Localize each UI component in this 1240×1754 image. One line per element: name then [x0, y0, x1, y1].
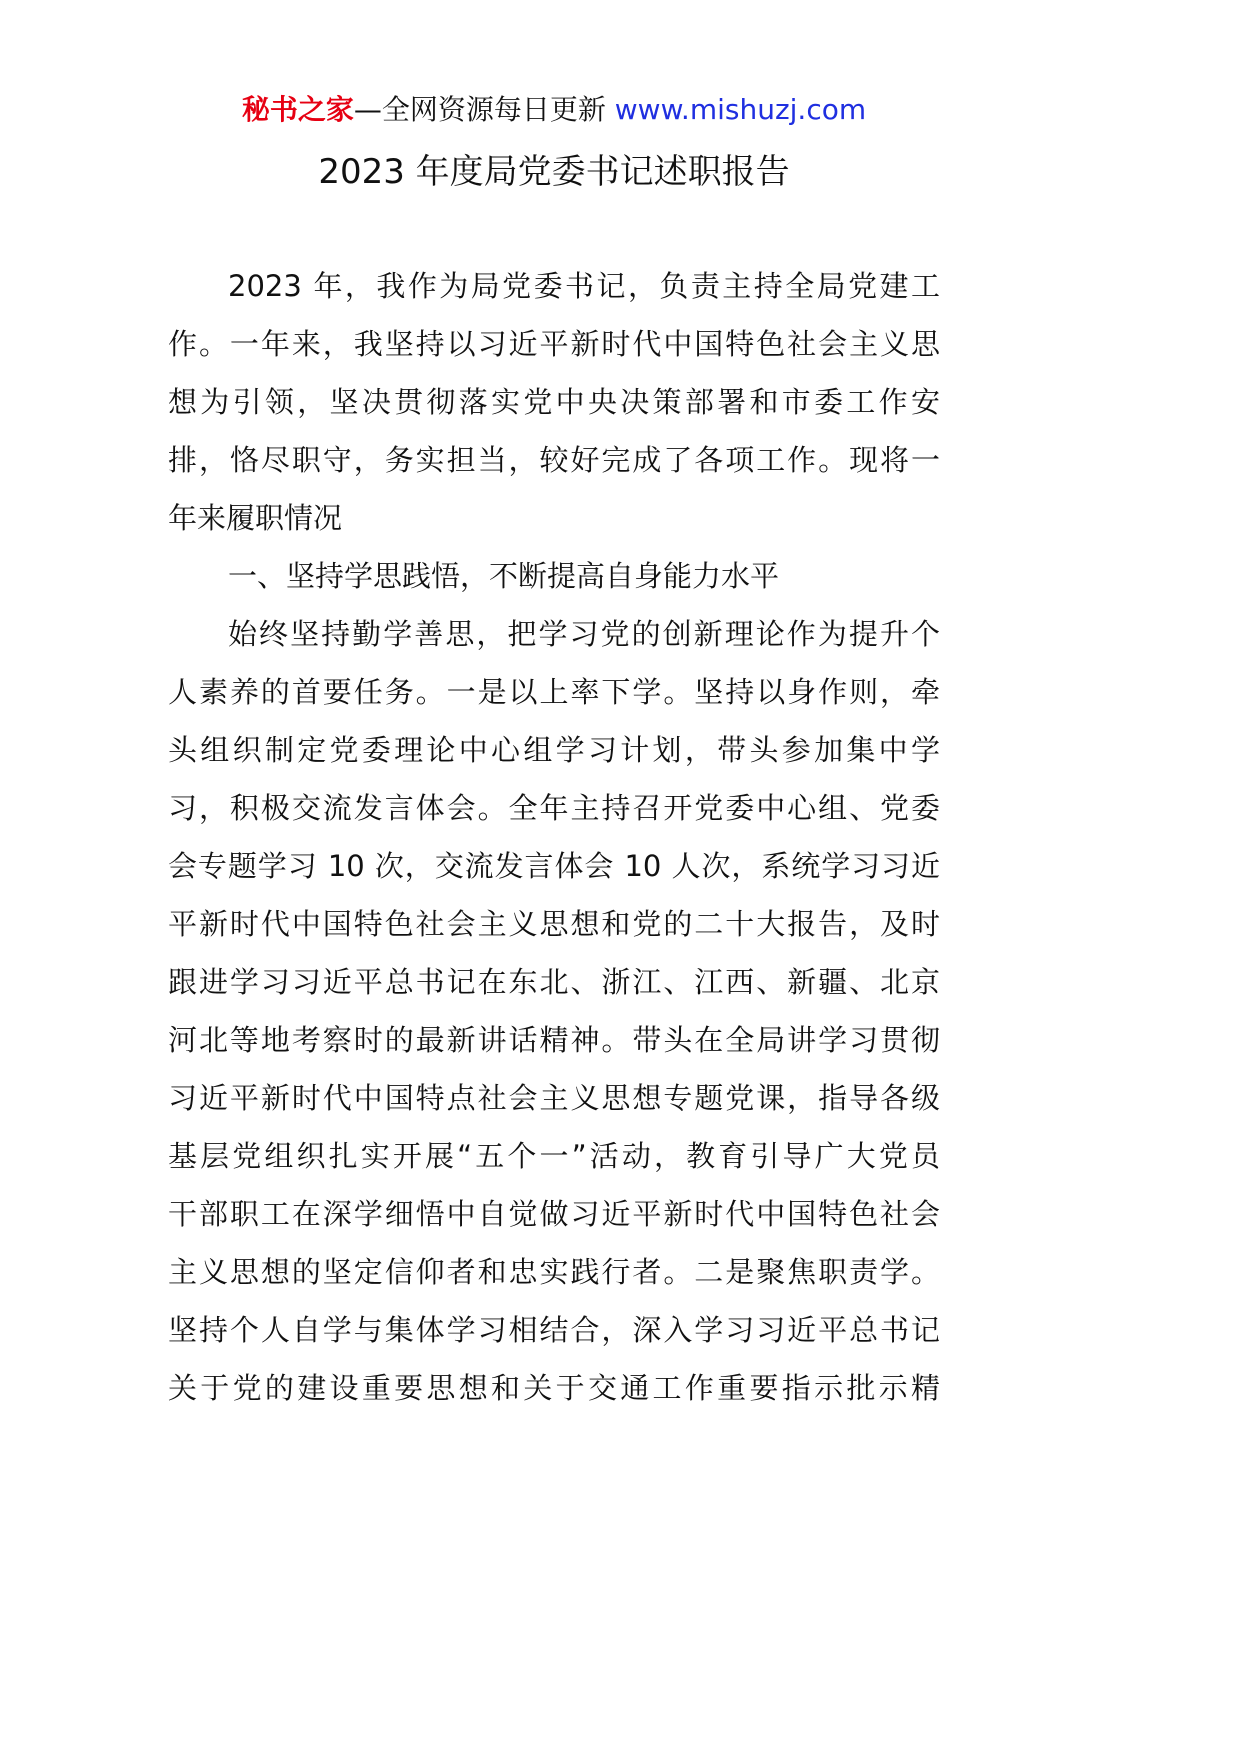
- text-line: 坚持个人自学与集体学习相结合，深入学习习近平总书记: [168, 1313, 940, 1347]
- text-line: 干部职工在深学细悟中自觉做习近平新时代中国特色社会: [168, 1197, 940, 1231]
- text-line: 想为引领，坚决贯彻落实党中央决策部署和市委工作安: [168, 385, 940, 419]
- paragraph-1: [168, 257, 940, 547]
- text-line: 习近平新时代中国特点社会主义思想专题党课，指导各级: [168, 1081, 940, 1115]
- text-line: 年来履职情况: [168, 501, 343, 535]
- text-line: 头组织制定党委理论中心组学习计划，带头参加集中学: [168, 733, 940, 767]
- text-line: 2023 年，我作为局党委书记，负责主持全局党建工: [228, 269, 940, 303]
- brand-name: 秘书之家: [241, 93, 354, 126]
- text-line: 跟进学习习近平总书记在东北、浙江、江西、新疆、北京: [168, 965, 940, 999]
- text-line: 作。一年来，我坚持以习近平新时代中国特色社会主义思: [168, 327, 940, 361]
- document-title: 2023 年度局党委书记述职报告: [318, 152, 790, 192]
- watermark-header: [168, 88, 940, 132]
- text-line: 始终坚持勤学善思，把学习党的创新理论作为提升个: [228, 617, 940, 651]
- text-line: 平新时代中国特色社会主义思想和党的二十大报告，及时: [168, 907, 940, 941]
- text-line: 会专题学习 10 次，交流发言体会 10 人次，系统学习习近: [168, 849, 940, 883]
- text-line: 主义思想的坚定信仰者和忠实践行者。二是聚焦职责学。: [168, 1255, 940, 1289]
- text-line: 人素养的首要任务。一是以上率下学。坚持以身作则，牵: [168, 675, 940, 709]
- document-body: [168, 257, 940, 1417]
- text-line: 排，恪尽职守，务实担当，较好完成了各项工作。现将一: [168, 443, 940, 477]
- header-tagline: —全网资源每日更新: [353, 93, 615, 126]
- text-line: 基层党组织扎实开展“五个一”活动，教育引导广大党员: [168, 1139, 940, 1173]
- text-line: 习，积极交流发言体会。全年主持召开党委中心组、党委: [168, 791, 940, 825]
- header-url: www.mishuzj.com: [614, 93, 867, 126]
- text-line: 关于党的建设重要思想和关于交通工作重要指示批示精: [168, 1371, 940, 1405]
- text-line: 河北等地考察时的最新讲话精神。带头在全局讲学习贯彻: [168, 1023, 940, 1057]
- section-heading: 一、坚持学思践悟，不断提高自身能力水平: [228, 559, 780, 593]
- paragraph-2: [168, 605, 940, 1417]
